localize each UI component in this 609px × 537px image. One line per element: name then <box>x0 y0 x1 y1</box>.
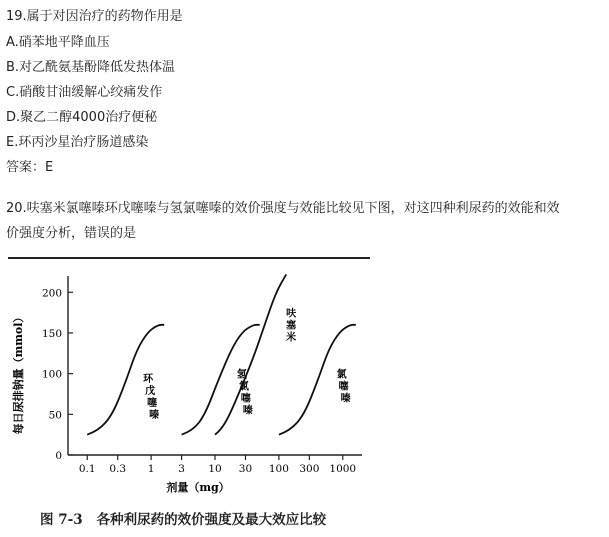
x-tick-label: 10 <box>208 463 222 475</box>
chart-series-labels <box>143 307 350 421</box>
y-tick-label: 200 <box>41 287 62 300</box>
y-tick-label: 150 <box>41 327 62 340</box>
x-tick-label: 3 <box>178 463 185 475</box>
series-label-4: 氯噻嗪 <box>336 369 351 405</box>
figure-caption-text: 各种利尿药的效价强度及最大效应比较 <box>96 512 327 528</box>
x-tick-label: 30 <box>238 463 253 475</box>
y-tick-label: 50 <box>48 409 62 422</box>
y-tick-label: 0 <box>55 450 62 462</box>
figure-caption <box>40 508 326 528</box>
chart-series <box>87 274 356 434</box>
x-tick-label: 0.3 <box>109 463 127 475</box>
dose-response-chart <box>0 255 400 505</box>
x-tick-label: 100 <box>268 463 289 475</box>
x-tick-label: 300 <box>299 463 320 475</box>
series-label-1: 环戊噻嗪 <box>143 373 160 421</box>
q19-option-e: E.环丙沙星治疗肠道感染 <box>6 135 149 150</box>
q19-option-a: A.硝苯地平降血压 <box>6 35 110 50</box>
figure-number: 图 7-3 <box>40 512 83 528</box>
x-tick-label: 1 <box>147 463 155 475</box>
q19-option-c: C.硝酸甘油缓解心绞痛发作 <box>6 85 163 100</box>
chart-axes <box>42 276 362 475</box>
series-label-2: 氢氯噻嗪 <box>236 369 253 417</box>
x-tick-label: 0.1 <box>78 463 96 475</box>
series-label-3: 呋塞米 <box>286 308 297 344</box>
q20-stem-line1: 20.呋塞米氯噻嗪环戊噻嗪与氢氯噻嗪的效价强度与效能比较见下图，对这四种利尿药的效能和效 <box>6 201 560 216</box>
x-tick-label: 1000 <box>329 463 357 475</box>
x-axis-label: 剂量（mg） <box>166 481 230 494</box>
q20-stem-line2: 价强度分析，错误的是 <box>6 226 137 241</box>
q19-answer: 答案：E <box>6 160 54 175</box>
q19-option-b: B.对乙酰氨基酚降低发热体温 <box>6 60 176 75</box>
q19-stem: 19.属于对因治疗的药物作用是 <box>6 9 183 24</box>
q19-option-d: D.聚乙二醇4000治疗便秘 <box>6 110 158 125</box>
series-line-2 <box>182 325 260 435</box>
y-axis-label: 每日尿排钠量（mmol） <box>12 311 25 435</box>
y-tick-label: 100 <box>41 368 62 381</box>
